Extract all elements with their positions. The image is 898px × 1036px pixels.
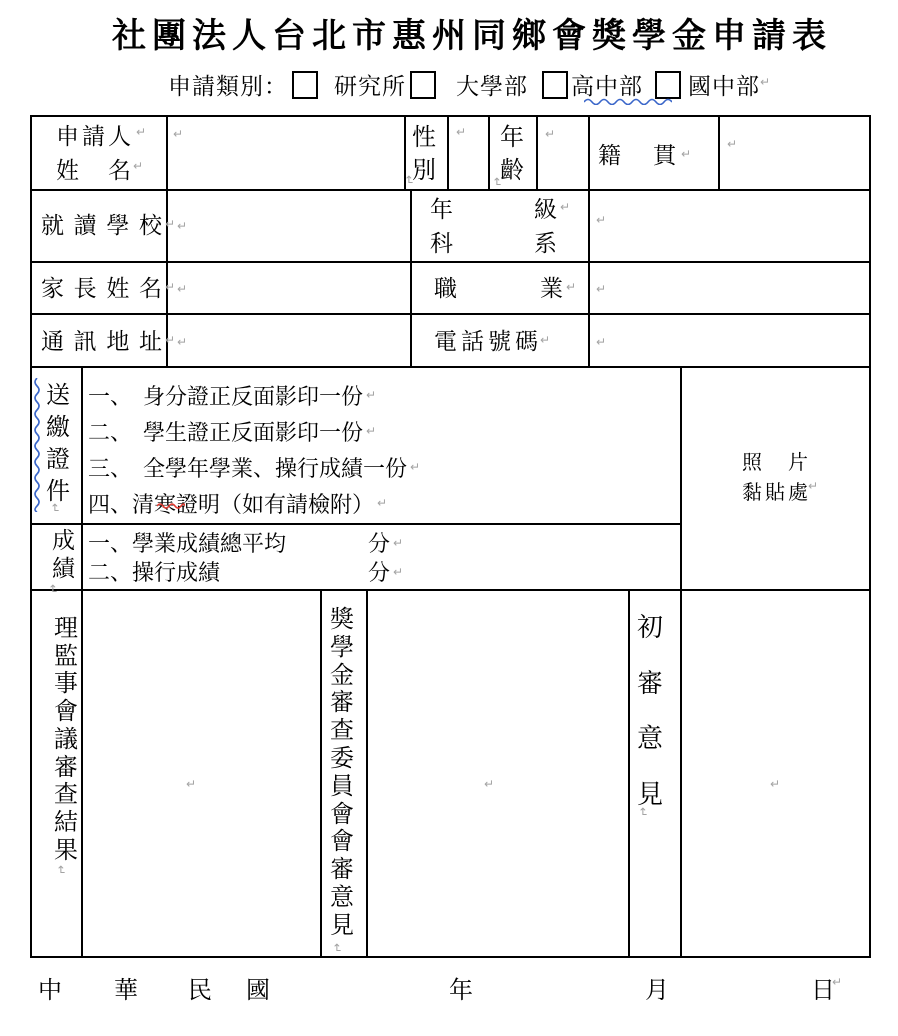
- grid-line: [410, 189, 412, 366]
- occupation-label: 職業: [434, 276, 563, 302]
- initial-review-opinion-label: 初審意見: [637, 613, 664, 810]
- date-char: 中: [38, 976, 62, 1004]
- paragraph-mark-icon: ↵: [636, 806, 651, 818]
- checkbox-junior-high[interactable]: [655, 71, 681, 99]
- grades-label: 成績: [52, 528, 75, 582]
- paragraph-mark-icon: ↵: [133, 159, 144, 173]
- paragraph-mark-icon: ↵: [177, 335, 188, 349]
- paragraph-mark-icon: ↵: [727, 137, 738, 151]
- committee-review-opinion-area[interactable]: [368, 591, 626, 954]
- page-title: 社團法人台北市惠州同鄉會獎學金申請表: [112, 16, 832, 56]
- checkbox-senior-high[interactable]: [542, 71, 568, 99]
- paragraph-mark-icon: ↵: [366, 424, 377, 438]
- photo-paste-area[interactable]: [682, 368, 867, 587]
- grades-list: [88, 528, 403, 586]
- paragraph-mark-icon: ↵: [46, 583, 61, 595]
- age-field[interactable]: [538, 117, 586, 187]
- applicant-name-field[interactable]: [168, 117, 402, 187]
- applicant-name-label: 申請人 姓 名: [56, 124, 131, 184]
- paragraph-mark-icon: ↵: [165, 333, 176, 347]
- grid-line: [30, 523, 682, 525]
- paragraph-mark-icon: ↵: [760, 75, 771, 89]
- paragraph-mark-icon: ↵: [136, 125, 147, 139]
- documents-item: 一、 身分證正反面影印一份 ↵: [88, 384, 377, 410]
- origin-field[interactable]: [720, 117, 867, 187]
- grid-line: [320, 589, 322, 958]
- initial-review-opinion-area[interactable]: [682, 591, 867, 954]
- paragraph-mark-icon: ↵: [560, 200, 571, 214]
- paragraph-mark-icon: ↵: [177, 282, 188, 296]
- grid-line: [30, 115, 32, 958]
- unit-label: 分: [368, 561, 391, 586]
- paragraph-mark-icon: ↵: [540, 333, 551, 347]
- committee-review-opinion-label: 獎學金審查委員會會審意見: [330, 605, 354, 939]
- grid-line: [628, 589, 630, 958]
- paragraph-mark-icon: ↵: [808, 479, 819, 493]
- checkbox-university[interactable]: [410, 71, 436, 99]
- paragraph-mark-icon: ↵: [366, 388, 377, 402]
- date-char: 華: [114, 976, 138, 1004]
- category-prefix: 申請類別：: [168, 74, 288, 100]
- gender-field[interactable]: [449, 117, 486, 187]
- address-label: 通訊地址: [41, 329, 162, 355]
- paragraph-mark-icon: ↵: [402, 174, 417, 186]
- paragraph-mark-icon: ↵: [177, 219, 188, 233]
- date-year-label: 年: [449, 976, 473, 1004]
- grade-dept-field[interactable]: [590, 191, 867, 259]
- paragraph-mark-icon: ↵: [173, 127, 184, 141]
- grid-line: [869, 115, 871, 958]
- spellcheck-squiggle-blue-icon: [584, 97, 672, 105]
- paragraph-mark-icon: ↵: [330, 942, 345, 954]
- paragraph-mark-icon: ↵: [770, 777, 781, 791]
- category-option-graduate: 研究所: [334, 74, 406, 100]
- occupation-field[interactable]: [590, 263, 867, 311]
- unit-label: 分: [368, 532, 391, 557]
- spellcheck-squiggle-blue-vertical-icon: [33, 378, 41, 512]
- school-field[interactable]: [168, 191, 408, 259]
- paragraph-mark-icon: ↵: [165, 217, 176, 231]
- paragraph-mark-icon: ↵: [566, 280, 577, 294]
- paragraph-mark-icon: ↵: [490, 176, 505, 188]
- documents-item: 四、清寒證明（如有請檢附） ↵: [88, 492, 388, 518]
- phone-label: 電話號碼: [434, 329, 538, 355]
- grades-item: 二、操行成績 分 ↵: [88, 557, 403, 586]
- parent-name-field[interactable]: [168, 263, 408, 311]
- documents-list: [88, 377, 420, 521]
- board-review-result-label: 理監事會議審查結果: [54, 614, 78, 864]
- paragraph-mark-icon: ↵: [681, 147, 692, 161]
- origin-label: 籍 貫: [598, 143, 676, 169]
- documents-label: 送繳證件: [46, 381, 70, 505]
- documents-item: 二、 學生證正反面影印一份 ↵: [88, 420, 377, 446]
- paragraph-mark-icon: ↵: [596, 282, 607, 296]
- paragraph-mark-icon: ↵: [596, 213, 607, 227]
- paragraph-mark-icon: ↵: [165, 280, 176, 294]
- board-review-result-area[interactable]: [83, 591, 318, 954]
- category-option-senior-high: 高中部: [571, 74, 643, 100]
- documents-item: 三、 全學年學業、操行成績一份 ↵: [88, 456, 421, 482]
- checkbox-graduate-school[interactable]: [292, 71, 318, 99]
- grades-item: 一、學業成績總平均 分 ↵: [88, 528, 403, 557]
- school-label: 就讀學校: [41, 213, 162, 239]
- paragraph-mark-icon: ↵: [393, 564, 404, 579]
- paragraph-mark-icon: ↵: [410, 460, 421, 474]
- gender-label: 性別: [412, 123, 436, 184]
- paragraph-mark-icon: ↵: [54, 864, 69, 876]
- photo-paste-area-label: 照片 黏貼處: [742, 450, 808, 504]
- parent-name-label: 家長姓名: [41, 276, 162, 302]
- date-char: 民: [188, 976, 212, 1004]
- grid-line: [30, 956, 871, 958]
- paragraph-mark-icon: ↵: [832, 975, 843, 989]
- age-label: 年齡: [500, 123, 524, 184]
- paragraph-mark-icon: ↵: [484, 777, 495, 791]
- paragraph-mark-icon: ↵: [393, 535, 404, 550]
- address-field[interactable]: [168, 315, 408, 364]
- date-day-label: 日: [811, 976, 835, 1004]
- paragraph-mark-icon: ↵: [48, 502, 63, 514]
- paragraph-mark-icon: ↵: [545, 127, 556, 141]
- paragraph-mark-icon: ↵: [377, 496, 388, 510]
- date-char: 國: [246, 976, 270, 1004]
- paragraph-mark-icon: ↵: [456, 125, 467, 139]
- grade-dept-label: 年級 科系: [430, 197, 557, 257]
- category-option-university: 大學部: [456, 74, 528, 100]
- phone-field[interactable]: [590, 315, 867, 364]
- category-option-junior-high: 國中部: [688, 74, 760, 100]
- date-month-label: 月: [645, 976, 669, 1004]
- paragraph-mark-icon: ↵: [186, 777, 197, 791]
- paragraph-mark-icon: ↵: [596, 335, 607, 349]
- spellcheck-squiggle-red-icon: [157, 502, 185, 509]
